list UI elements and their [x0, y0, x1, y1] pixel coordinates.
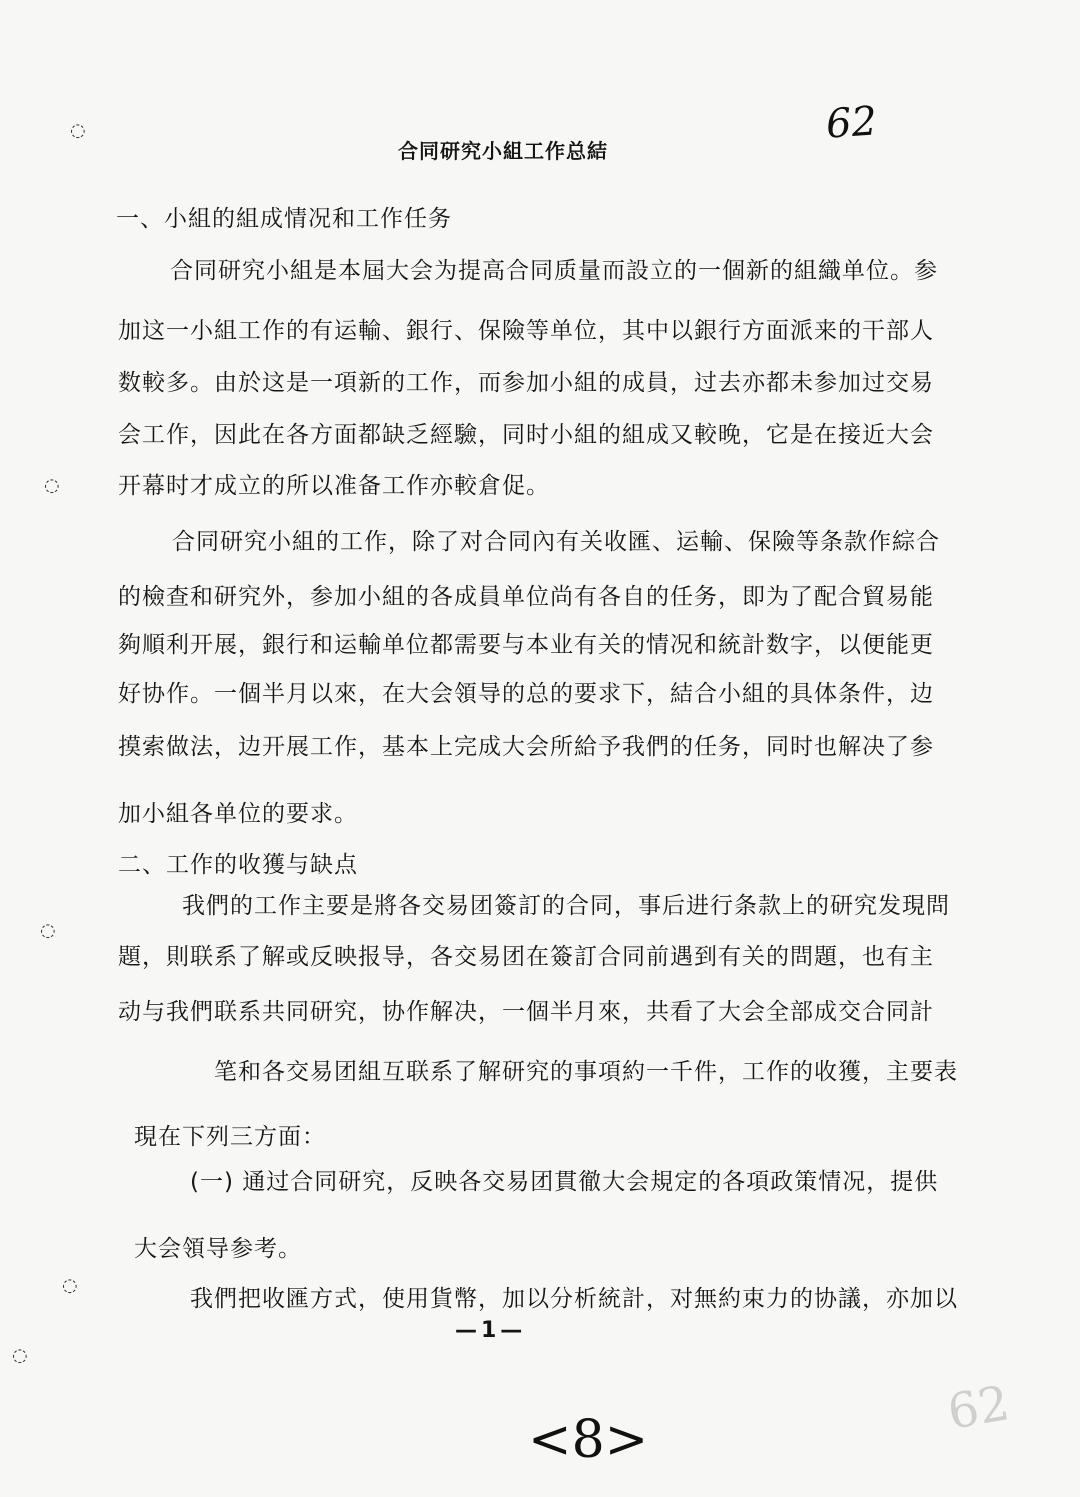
margin-hole-mark: ◌: [62, 1275, 78, 1296]
paragraph-line: 开幕时才成立的所以准备工作亦較倉促。: [118, 473, 550, 499]
paragraph-line: (一) 通过合同研究，反映各交易团貫徹大会規定的各項政策情况，提供: [190, 1169, 939, 1195]
document-title: 合同研究小組工作总結: [398, 139, 608, 163]
paragraph-line: 数較多。由於这是一項新的工作，而参加小組的成員，过去亦都未参加过交易: [118, 370, 934, 396]
paragraph-line: 現在下列三方面：: [134, 1124, 326, 1150]
margin-hole-mark: ◌: [12, 1345, 28, 1366]
margin-hole-mark: ◌: [70, 120, 86, 141]
paragraph-line: 加这一小組工作的有运輸、銀行、保險等单位，其中以銀行方面派来的干部人: [118, 318, 934, 344]
paragraph-line: 大会領导参考。: [134, 1236, 302, 1262]
paragraph-line: 夠順利开展，銀行和运輸单位都需要与本业有关的情况和統計数字，以便能更: [118, 632, 934, 658]
folio-number: 62: [824, 98, 879, 148]
paragraph-line: 笔和各交易团組互联系了解研究的事項約一千件，工作的收獲，主要表: [214, 1059, 958, 1085]
paragraph-line: 合同研究小組的工作，除了对合同內有关收匯、运輸、保險等条款作綜合: [172, 529, 940, 555]
paragraph-line: 好协作。一個半月以來，在大会領导的总的要求下，結合小組的具体条件，边: [118, 681, 934, 707]
paragraph-line: 我們把收匯方式，使用貨幣，加以分析統計，对無約束力的协議，亦加以: [190, 1286, 958, 1312]
paragraph-line: 我們的工作主要是將各交易团簽訂的合同，事后进行条款上的研究发現問: [182, 893, 950, 919]
faint-folio-mark: 62: [943, 1375, 1014, 1441]
paragraph-line: 加小組各单位的要求。: [118, 801, 358, 827]
margin-hole-mark: ◌: [44, 475, 60, 496]
paragraph-line: 合同研究小組是本屆大会为提高合同质量而設立的一個新的組織单位。参: [170, 258, 938, 284]
margin-hole-mark: ◌: [40, 920, 56, 941]
section-1-heading: 一、小組的組成情况和工作任务: [116, 206, 452, 232]
paragraph-line: 会工作，因此在各方面都缺乏經驗，同时小組的組成又較晚，它是在接近大会: [118, 422, 934, 448]
paragraph-line: 題，則联系了解或反映报导，各交易团在簽訂合同前遇到有关的問題，也有主: [118, 944, 934, 970]
paragraph-line: 的檢查和研究外，参加小組的各成員单位尚有各自的任务，即为了配合貿易能: [118, 584, 934, 610]
page-number: —1—: [455, 1318, 527, 1343]
paragraph-line: 摸索做法，边开展工作，基本上完成大会所給予我們的任务，同时也解决了参: [118, 734, 934, 760]
archive-stamp: <8>: [528, 1410, 649, 1470]
paragraph-line: 动与我們联系共同研究，协作解决，一個半月來，共看了大会全部成交合同計: [118, 999, 934, 1025]
section-2-heading: 二、工作的收獲与缺点: [118, 852, 358, 878]
